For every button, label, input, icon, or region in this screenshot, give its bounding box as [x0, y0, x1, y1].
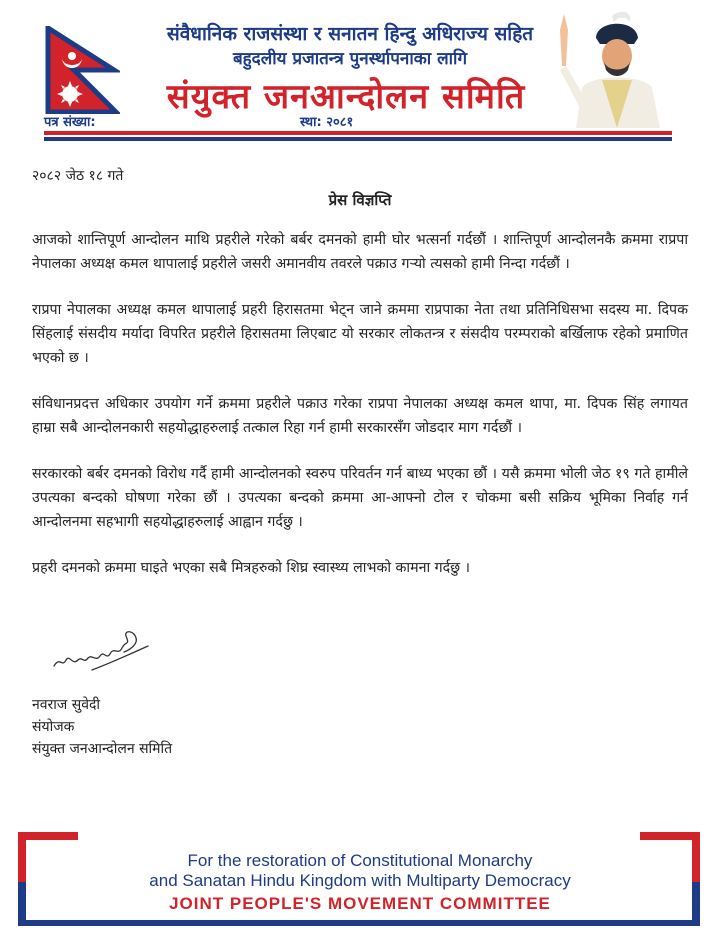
signatory-organization: संयुक्त जनआन्दोलन समिति [32, 741, 173, 757]
established-label: स्था: २०८१ [300, 115, 354, 130]
footer-line-1: For the restoration of Constitutional Monarchy [187, 851, 533, 870]
signatory-role: संयोजक [32, 719, 75, 735]
letter-body [32, 228, 688, 602]
paragraph: आजको शान्तिपूर्ण आन्दोलन माथि प्रहरीले गरेको बर्बर दमनको हामी घोर भत्सर्ना गर्दछौं । शान्तिपूर्ण आन्दोलनकै क्रममा राप्रपा नेपालका अध्यक्ष कमल थापालाई प्रहरीले जसरी अमानवीय तवरले पक्राउ गऱ्यो त्यसको हामी निन्दा गर्दछौं । [32, 232, 688, 272]
header-rule-red [44, 131, 672, 135]
footer-line-2: and Sanatan Hindu Kingdom with Multiparty Democracy [149, 871, 571, 890]
signatory-name: नवराज सुवेदी [32, 697, 101, 713]
paragraph: सरकारको बर्बर दमनको विरोध गर्दै हामी आन्दोलनको स्वरुप परिवर्तन गर्न बाध्य भएका छौं । यसै क्रममा भोली जेठ १९ गते हामीले उपत्यका बन्दको घोषणा गरेका छौं । उपत्यका बन्दको क्रममा आ-आफ्नो टोल र चोकमा बसी सक्रिय भूमिका निर्वाह गर्न आन्दोलनमा सहभागी सहयोद्धाहरुलाई आह्वान गर्दछु । [32, 466, 688, 530]
handwritten-signature [52, 626, 152, 676]
press-release-heading: प्रेस विज्ञप्ति [328, 191, 392, 209]
organization-title: संयुक्त जनआन्दोलन समिति [166, 77, 526, 117]
letterhead [0, 0, 720, 130]
paragraph: प्रहरी दमनको क्रममा घाइते भएका सबै मित्रहरुको शिघ्र स्वास्थ्य लाभको कामना गर्दछु । [32, 560, 470, 576]
letter-date: २०८२ जेठ १८ गते [32, 168, 124, 184]
paragraph: राप्रपा नेपालका अध्यक्ष कमल थापालाई प्रहरी हिरासतमा भेट्न जाने क्रममा राप्रपाका नेता तथा प्रतिनिधिसभा सदस्य मा. दिपक सिंहलाई संसदीय मर्यादा विपरित प्रहरीले हिरासतमा लिएबाट यो सरकार लोकतन्त्र र संसदीय परम्पराको बर्खिलाफ रहेको प्रमाणित भएको छ । [32, 302, 688, 366]
reference-number-label: पत्र संख्या: [44, 115, 96, 130]
nepal-flag-icon [44, 26, 120, 114]
letterhead-line-2: बहुदलीय प्रजातन्त्र पुनर्स्थापनाका लागि [232, 49, 468, 69]
footer-bar [18, 920, 700, 926]
header-rule-blue [44, 137, 672, 141]
letterhead-line-1: संवैधानिक राजसंस्था र सनातन हिन्दु अधिराज्य सहित [166, 23, 534, 45]
king-portrait-icon [556, 10, 666, 128]
paragraph: संविधानप्रदत्त अधिकार उपयोग गर्ने क्रममा प्रहरीले पक्राउ गरेका राप्रपा नेपालका अध्यक्ष कमल थापा, मा. दिपक सिंह लगायत हाम्रा सबै आन्दोलनकारी सहयोद्धाहरुलाई तत्काल रिहा गर्न हामी सरकारसँग जोडदार माग गर्दछौं । [32, 396, 688, 436]
footer-title: JOINT PEOPLE'S MOVEMENT COMMITTEE [169, 894, 551, 913]
